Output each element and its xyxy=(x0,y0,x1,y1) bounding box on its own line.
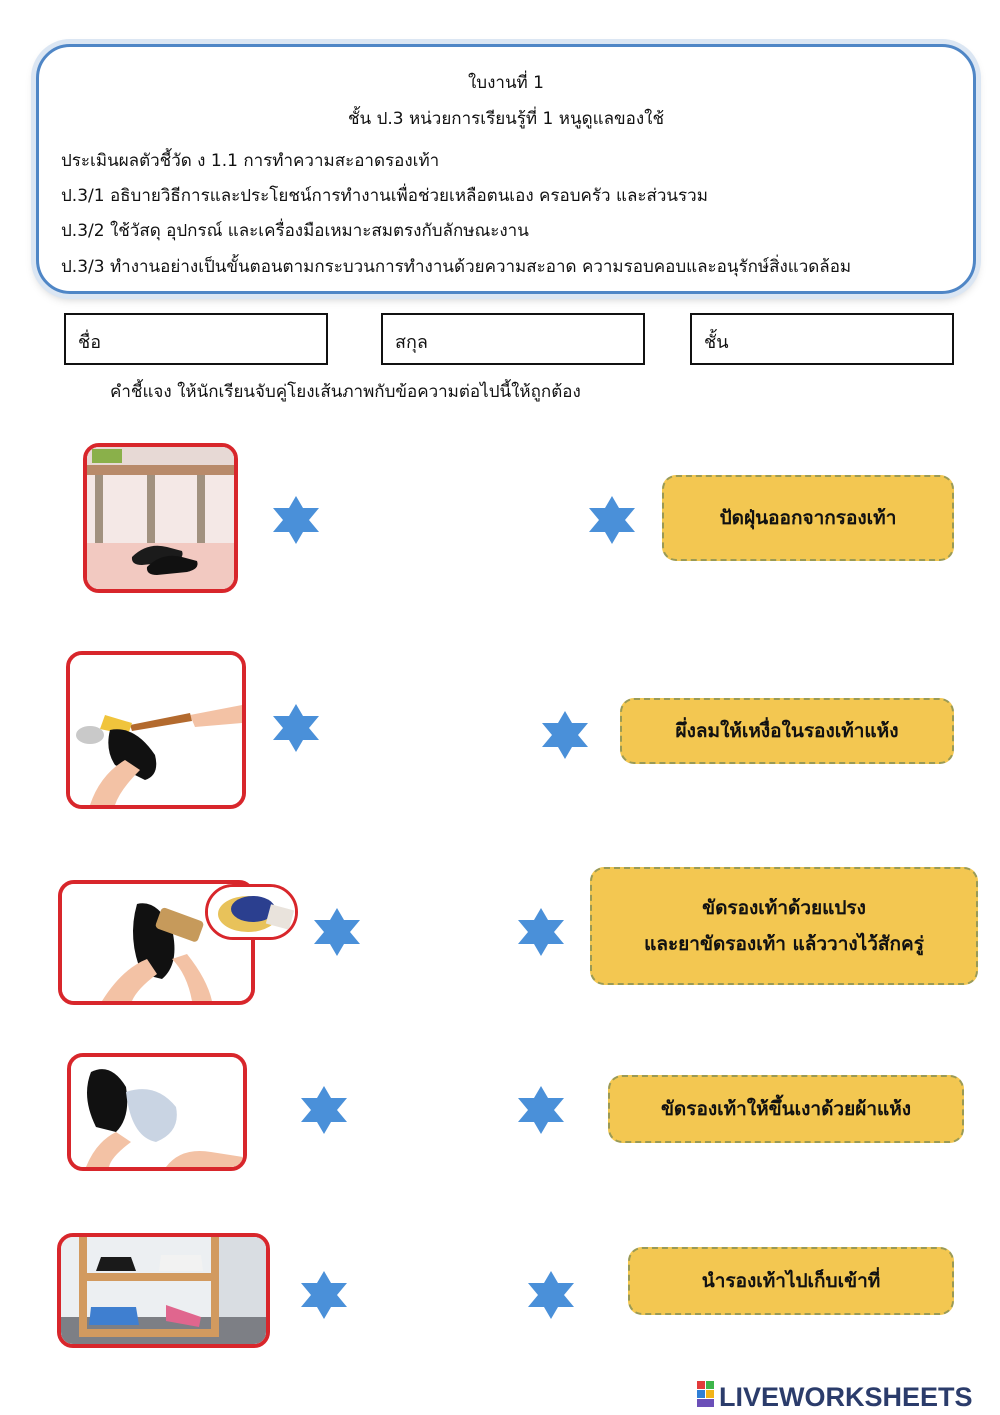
star-left-2[interactable] xyxy=(271,704,321,752)
picture-shoes-drying xyxy=(83,443,238,593)
picture-dusting-shoe xyxy=(66,651,246,809)
star-right-3[interactable] xyxy=(516,908,566,956)
header-box xyxy=(36,44,976,294)
star-left-4[interactable] xyxy=(299,1086,349,1134)
standard-line-3: ป.3/3 ทำงานอย่างเป็นขั้นตอนตามกระบวนการทำงานด้วยความสะอาด ความรอบคอบและอนุรักษ์สิ่งแวดล้อม xyxy=(61,257,852,277)
brand-text: LIVEWORKSHEETS xyxy=(719,1382,973,1411)
card-4-text: ขัดรองเท้าให้ขึ้นเงาด้วยผ้าแห้ง xyxy=(660,1097,912,1120)
picture-polish-tin xyxy=(205,884,298,940)
class-field[interactable] xyxy=(690,313,954,365)
star-right-4[interactable] xyxy=(516,1086,566,1134)
card-3-text-line2: และยาขัดรองเท้า แล้ววางไว้สักครู่ xyxy=(644,933,924,955)
standard-line-2: ป.3/2 ใช้วัสดุ อุปกรณ์ และเครื่องมือเหมาะสมตรงกับลักษณะงาน xyxy=(61,221,529,241)
picture-cloth-polishing xyxy=(67,1053,247,1171)
card-2-text: ผึ่งลมให้เหงื่อในรองเท้าแห้ง xyxy=(675,719,899,742)
instruction-text: คำชี้แจง ให้นักเรียนจับคู่โยงเส้นภาพกับข้อความต่อไปนี้ให้ถูกต้อง xyxy=(110,382,581,402)
standard-line-1: ป.3/1 อธิบายวิธีการและประโยชน์การทำงานเพื่อช่วยเหลือตนเอง ครอบครัว และส่วนรวม xyxy=(61,186,708,206)
picture-shoe-rack xyxy=(57,1233,270,1348)
card-air-dry xyxy=(620,698,954,764)
surname-field[interactable] xyxy=(381,313,645,365)
card-5-text: นำรองเท้าไปเก็บเข้าที่ xyxy=(701,1269,881,1292)
card-3-text-line1: ขัดรองเท้าด้วยแปรง xyxy=(702,896,866,919)
indicator-text: ประเมินผลตัวชี้วัด ง 1.1 การทำความสะอาดรองเท้า xyxy=(61,151,440,171)
class-label: ชั้น xyxy=(704,332,729,353)
liveworksheets-logo xyxy=(697,1377,997,1411)
card-brush-polish xyxy=(590,867,978,985)
card-1-text: ปัดฝุ่นออกจากรองเท้า xyxy=(719,506,897,529)
name-label: ชื่อ xyxy=(78,332,102,353)
card-store-shoes xyxy=(628,1247,954,1315)
card-shine-cloth xyxy=(608,1075,964,1143)
name-field[interactable] xyxy=(64,313,328,365)
surname-label: สกุล xyxy=(395,332,428,353)
star-left-1[interactable] xyxy=(271,496,321,544)
star-right-5[interactable] xyxy=(526,1271,576,1319)
worksheet-title: ใบงานที่ 1 xyxy=(468,73,544,93)
worksheet-subtitle: ชั้น ป.3 หน่วยการเรียนรู้ที่ 1 หนูดูแลของใช้ xyxy=(348,109,664,129)
star-left-5[interactable] xyxy=(299,1271,349,1319)
star-left-3[interactable] xyxy=(312,908,362,956)
star-right-1[interactable] xyxy=(587,496,637,544)
star-right-2[interactable] xyxy=(540,711,590,759)
card-dust-shoes xyxy=(662,475,954,561)
